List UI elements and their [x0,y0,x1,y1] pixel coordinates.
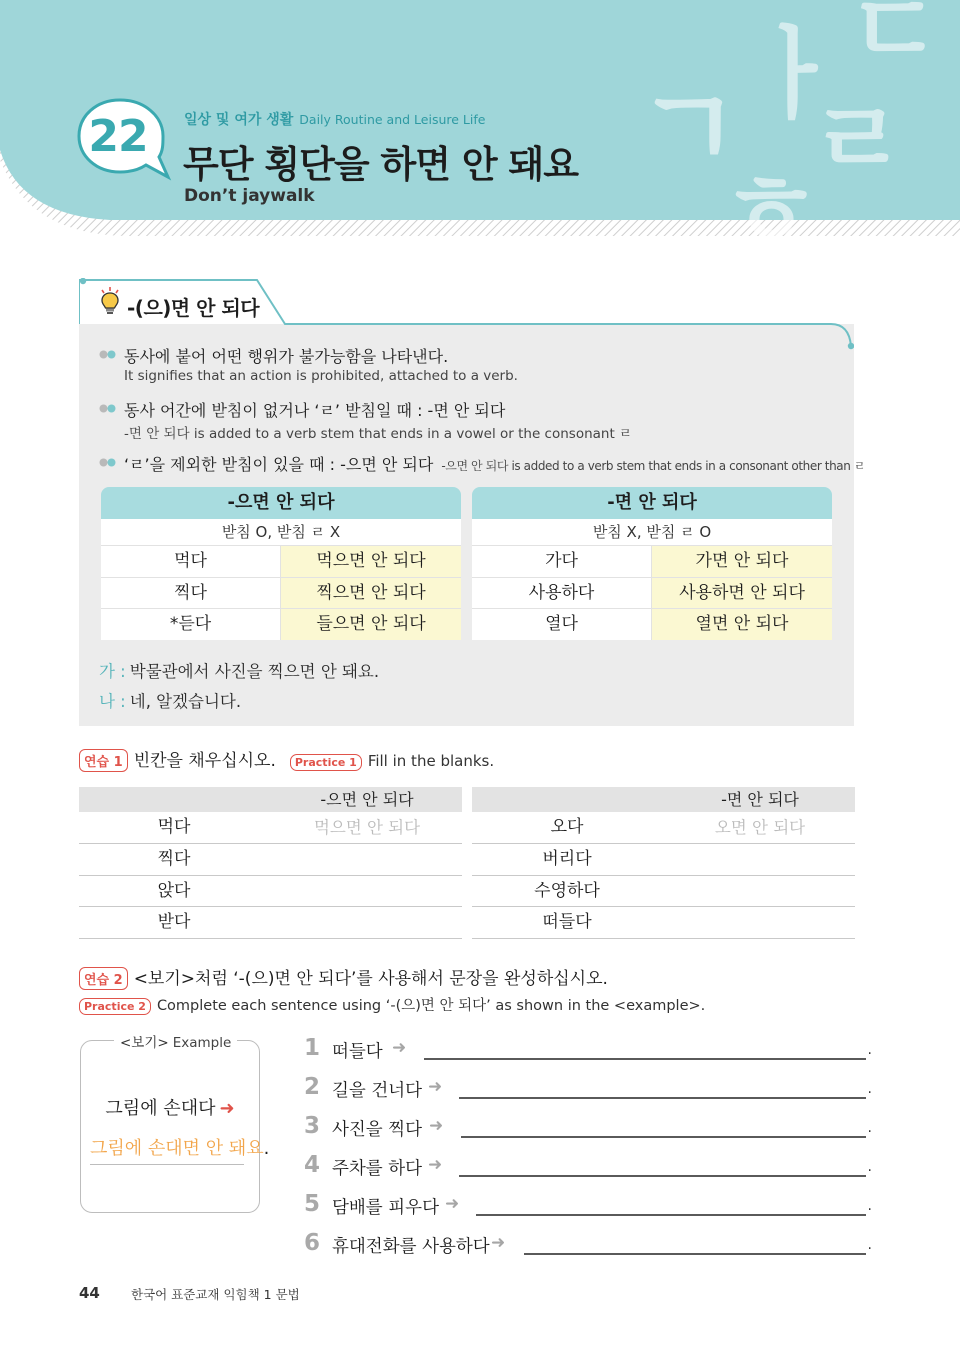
fill-row [472,907,855,939]
form-cell: 가면 안 되다 [652,546,832,577]
practice1-badge-en: Practice 1 [290,754,362,771]
verb-cell: 가다 [472,546,652,577]
example-prompt [80,1094,260,1120]
lightbulb-icon [99,287,121,315]
conjugation-table-myeon [472,487,832,640]
arrow-right-icon: ➜ [392,1038,407,1058]
fill-table-header [472,787,855,812]
answer-line[interactable] [461,1136,866,1138]
rule-korean: ‘ㄹ’을 제외한 받침이 있을 때 : -으면 안 되다 [124,455,434,474]
practice2-instruction-ko-line [79,964,608,990]
example-label [114,1031,237,1051]
answer-line[interactable] [459,1175,866,1177]
question-3 [304,1113,872,1146]
lesson-number: 22 [88,111,148,162]
arrow-right-icon: ➜ [428,1077,443,1097]
practice1-instruction [79,746,494,772]
example-prompt-text: 그림에 손대다 [105,1098,216,1119]
fill-verb: 앉다 [157,880,191,901]
speaker-label: 나 : [99,692,126,711]
fill-table-eumyeon [79,787,462,939]
lesson-header [0,0,960,269]
practice2-badge-ko: 연습 2 [79,967,128,990]
question-number: 5 [304,1191,321,1217]
fill-header-label: -면 안 되다 [721,790,799,809]
arrow-right-icon: ➜ [445,1194,460,1214]
practice2-instruction-en-line [79,994,705,1015]
fill-verb: 떠들다 [542,912,592,933]
practice2-instruction-en: Complete each sentence using ‘-(으)면 안 되다’ as shown in the <example>. [156,998,706,1014]
fill-row [79,907,462,939]
fill-row [79,844,462,876]
example-answer-period: . [263,1138,270,1159]
arrow-right-icon: ➜ [428,1155,443,1175]
deco-letter-hieut: ㅎ [722,152,819,269]
question-2 [304,1074,872,1107]
lesson-category [184,109,485,129]
question-number: 1 [304,1035,321,1061]
verb-cell: 열다 [472,609,652,640]
answer-period: . [867,1081,872,1097]
table-subheader: 받침 O, 받침 ㄹ X [101,519,461,545]
form-cell: 찍으면 안 되다 [281,578,461,609]
rule-english: -면 안 되다 is added to a verb stem that ends in a vowel or the consonant ㄹ [124,426,633,442]
verb-cell: 먹다 [101,546,281,577]
form-cell: 들으면 안 되다 [281,609,461,640]
answer-period: . [867,1120,872,1136]
fill-verb: 버리다 [542,848,592,869]
question-text: 주차를 하다 [332,1159,423,1179]
book-title: 한국어 표준교재 익힘책 1 문법 [131,1287,300,1302]
bullet-icon [99,458,117,467]
answer-period: . [867,1042,872,1058]
table-row [472,545,832,577]
answer-period: . [867,1237,872,1253]
fill-verb: 찍다 [157,848,191,869]
arrow-right-icon: ➜ [429,1116,444,1136]
question-6 [304,1230,872,1263]
example-label-ko: <보기> [120,1035,169,1051]
example-answer-text: 그림에 손대면 안 돼요 [90,1138,264,1159]
fill-header-label: -으면 안 되다 [320,790,414,809]
table-row [101,577,461,609]
fill-verb: 받다 [157,912,191,933]
lesson-subtitle: Don’t jaywalk [184,186,315,206]
question-text: 휴대전화를 사용하다 [332,1237,490,1257]
fill-answer[interactable]: 오면 안 되다 [714,818,806,837]
fill-row [79,876,462,908]
practice1-instruction-en: Fill in the blanks. [367,752,495,770]
answer-line[interactable] [476,1214,866,1216]
practice1-badge-ko: 연습 1 [79,749,128,772]
form-cell: 먹으면 안 되다 [281,546,461,577]
question-4 [304,1152,872,1185]
arrow-right-icon: ➜ [219,1098,235,1119]
table-row [472,577,832,609]
table-subheader: 받침 X, 받침 ㄹ O [472,519,832,545]
table-row [101,545,461,577]
fill-row [472,844,855,876]
question-5 [304,1191,872,1224]
question-text: 길을 건너다 [332,1081,423,1101]
grammar-title: -(으)면 안 되다 [127,296,260,320]
example-label-en: Example [172,1035,232,1051]
table-header: -으면 안 되다 [101,487,461,519]
fill-row [79,812,462,844]
question-number: 6 [304,1230,321,1256]
dialog-text: 네, 알겠습니다. [129,692,242,711]
fill-row [472,876,855,908]
verb-cell: 찍다 [101,578,281,609]
category-korean: 일상 및 여가 생활 [184,112,294,128]
table-row [101,608,461,640]
table-header: -면 안 되다 [472,487,832,519]
rule-english: It signifies that an action is prohibited, attached to a verb. [124,368,518,384]
dialog-line-2 [99,688,241,712]
fill-table-myeon [472,787,855,939]
table-row [472,608,832,640]
rule-korean: 동사 어간에 받침이 없거나 ‘ㄹ’ 받침일 때 : -면 안 되다 [124,401,506,420]
question-text: 담배를 피우다 [332,1198,439,1218]
fill-row [472,812,855,844]
grammar-box [79,278,866,726]
category-english: Daily Routine and Leisure Life [299,112,486,127]
rule-korean-inline [124,452,865,475]
dialog-line-1 [99,658,379,682]
fill-table-header [79,787,462,812]
rule-korean: 동사에 붙어 어떤 행위가 불가능함을 나타낸다. [124,347,449,366]
rule-english: -으면 안 되다 is added to a verb stem that ends in a consonant other than ㄹ [441,459,866,473]
fill-verb: 오다 [550,817,584,837]
example-box [80,1040,260,1213]
question-text: 사진을 찍다 [332,1120,423,1140]
answer-line[interactable] [524,1253,866,1255]
fill-answer[interactable]: 먹으면 안 되다 [313,818,421,837]
arrow-right-icon: ➜ [491,1233,506,1253]
page-number: 44 [79,1284,100,1302]
answer-period: . [867,1198,872,1214]
form-cell: 사용하면 안 되다 [652,578,832,609]
practice2-instruction-ko: <보기>처럼 ‘-(으)면 안 되다’를 사용해서 문장을 완성하십시오. [133,969,608,989]
fill-verb: 먹다 [157,817,191,837]
conjugation-table-eumyeon [101,487,461,640]
dialog-text: 박물관에서 사진을 찍으면 안 돼요. [129,662,380,681]
answer-line[interactable] [459,1097,866,1099]
deco-letter-digeut: ㄷ [846,0,943,89]
form-cell: 열면 안 되다 [652,609,832,640]
question-number: 4 [304,1152,321,1178]
deco-letter-a: ㅏ [746,16,843,133]
question-1 [304,1035,872,1068]
deco-letter-giyeok: ㄱ [636,64,743,192]
practice1-instruction-ko: 빈칸을 채우십시오. [133,751,276,771]
answer-line[interactable] [424,1058,866,1060]
bullet-icon [99,350,117,359]
speaker-label: 가 : [99,662,126,681]
lesson-title: 무단 횡단을 하면 안 돼요 [183,143,578,186]
fill-verb: 수영하다 [534,880,600,901]
question-number: 3 [304,1113,321,1139]
answer-period: . [867,1159,872,1175]
example-answer [90,1134,270,1165]
verb-cell: 사용하다 [472,578,652,609]
deco-letter-rieul: ㄹ [810,82,907,199]
question-text: 떠들다 [332,1042,383,1062]
bullet-icon [99,404,117,413]
question-number: 2 [304,1074,321,1100]
practice2-badge-en: Practice 2 [79,998,151,1015]
verb-cell: *듣다 [101,609,281,640]
